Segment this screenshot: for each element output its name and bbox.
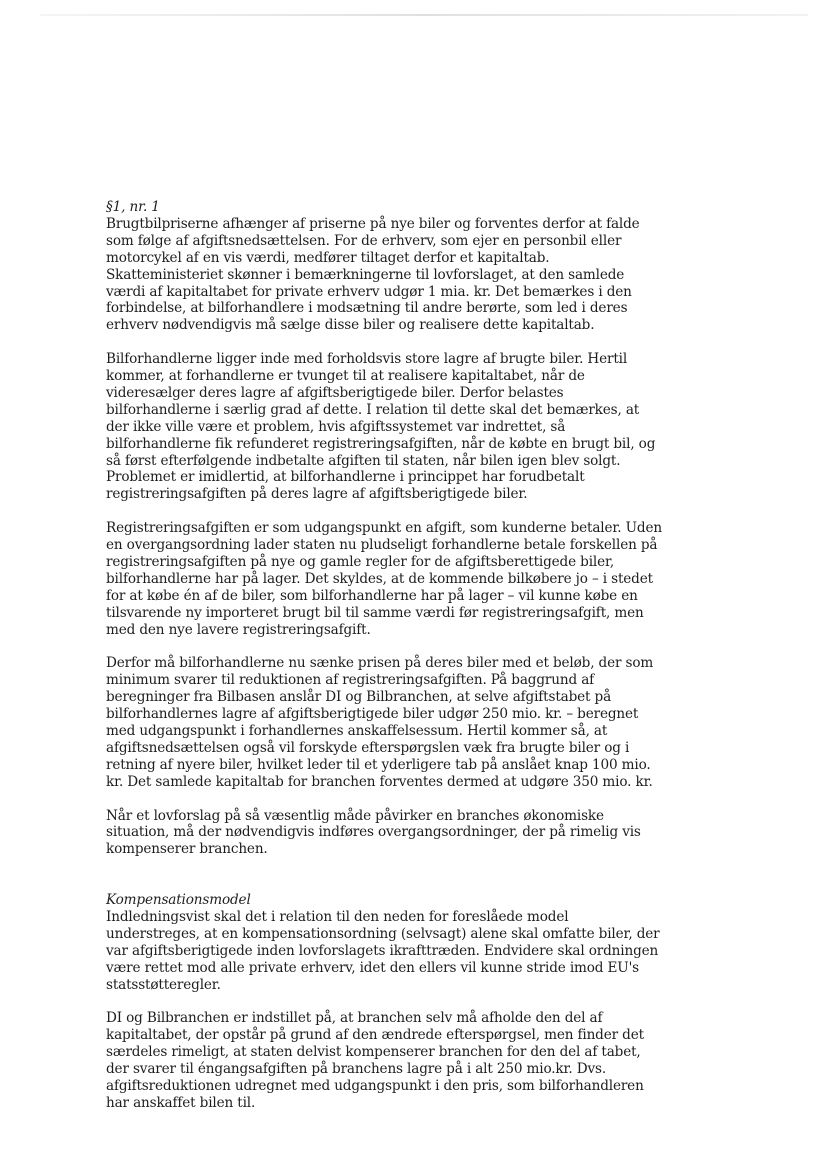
paragraph: DI og Bilbranchen er indstillet på, at branchen selv må afholde den del af kapitaltabet, der opstår på grund af den ændrede efterspørgsel, men finder det særdeles rimeligt, at staten delvist kompenserer branchen for den del af tabet, der svarer til éngangsafgiften på branchens lagre på i alt 250 mio.kr. Dvs. afgiftsreduktionen udregnet med udgangspunkt i den pris, som bilforhandleren har anskaffet bilen til. bbox=[106, 1010, 644, 1111]
section-spacer bbox=[106, 875, 666, 892]
section-2 bbox=[106, 892, 666, 1112]
section-1 bbox=[106, 199, 666, 858]
paragraph: Når et lovforslag på så væsentlig måde påvirker en branches økonomiske situation, må der nødvendigvis indføres overgangsordninger, der på rimelig vis kompenserer branchen. bbox=[106, 807, 641, 858]
paragraph: Brugtbilpriserne afhænger af priserne på nye biler og forventes derfor at falde som følge af afgiftsnedsættelsen. For de erhverv, som ejer en personbil eller motorcykel af en vis værdi, medfører tiltaget derfor et kapitaltab. Skatteministeriet skønner i bemærkningerne til lovforslaget, at den samlede værdi af kapitaltabet for private erhverv udgør 1 mia. kr. Det bemærkes i den forbindelse, at bilforhandlere i modsætning til andre berørte, som led i deres erhverv nødvendigvis må sælge disse biler og realisere dette kapitaltab. bbox=[106, 215, 640, 334]
paragraph: Derfor må bilforhandlerne nu sænke prisen på deres biler med et beløb, der som minimum svarer til reduktionen af registreringsafgiften. På baggrund af beregninger fra Bilbasen anslår DI og Bilbranchen, at selve afgiftstabet på bilforhandlernes lagre af afgiftsberigtigede biler udgør 250 mio. kr. – beregnet med udgangspunkt i forhandlernes anskaffelsessum. Hertil kommer så, at afgiftsnedsættelsen også vil forskyde efterspørgslen væk fra brugte biler og i retning af nyere biler, hvilket leder til et yderligere tab på anslået knap 100 mio. kr. Det samlede kapitaltab for branchen forventes dermed at udgøre 350 mio. kr. bbox=[106, 655, 654, 790]
section-heading: §1, nr. 1 bbox=[106, 199, 160, 215]
paragraph: Indledningsvist skal det i relation til den neden for foreslåede model understreges, at en kompensationsordning (selvsagt) alene skal omfatte biler, der var afgiftsberigtigede inden lovforslagets ikrafttræden. Endvidere skal ordningen være rettet mod alle private erhverv, idet den ellers vil kunne stride imod EU's statsstøtteregler. bbox=[106, 908, 660, 993]
document-page bbox=[106, 199, 666, 1112]
paragraph: Bilforhandlerne ligger inde med forholdsvis store lagre af brugte biler. Hertil kommer, at forhandlerne er tvunget til at realisere kapitaltabet, når de videresælger deres lagre af afgiftsberigtigede biler. Derfor belastes bilforhandlerne i særlig grad af dette. I relation til dette skal det bemærkes, at der ikke ville være et problem, hvis afgiftssystemet var indrettet, så bilforhandlerne fik refunderet registreringsafgiften, når de købte en brugt bil, og så først efterfølgende indbetalte afgiften til staten, når bilen igen blev solgt. Problemet er imidlertid, at bilforhandlerne i princippet har forudbetalt registreringsafgiften på deres lagre af afgiftsberigtigede biler. bbox=[106, 351, 656, 503]
section-heading: Kompensationsmodel bbox=[106, 892, 251, 909]
paragraph: Registreringsafgiften er som udgangspunkt en afgift, som kunderne betaler. Uden en overgangsordning lader staten nu pludseligt forhandlerne betale forskellen på registreringsafgiften på nye og gamle regler for de afgiftsberettigede biler, bilforhandlerne har på lager. Det skyldes, at de kommende bilkøbere jo – i stedet for at købe én af de biler, som bilforhandlerne har på lager – vil kunne købe en tilsvarende ny importeret brugt bil til samme værdi før registreringsafgift, men med den nye lavere registreringsafgift. bbox=[106, 520, 662, 638]
scan-edge-shadow bbox=[40, 14, 808, 16]
